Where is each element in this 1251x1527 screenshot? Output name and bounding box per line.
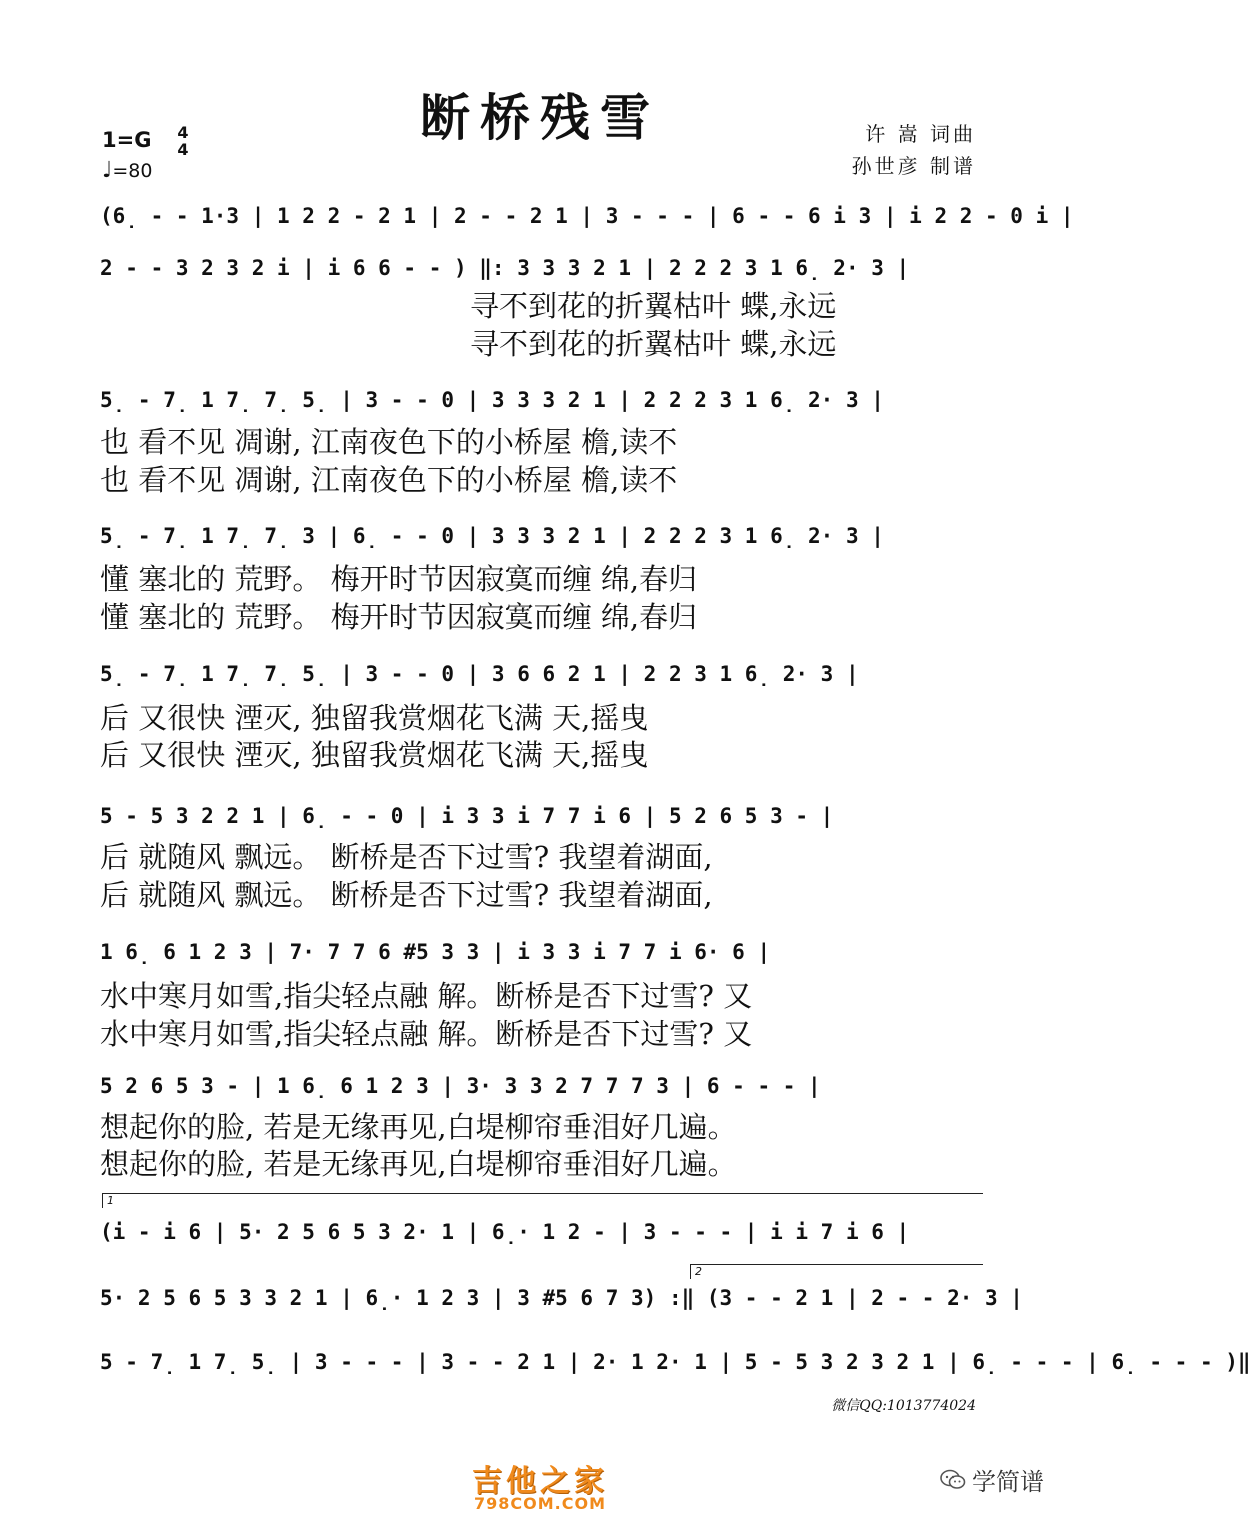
time-signature: [176, 124, 190, 158]
lyric-line-1-verse-1: 寻不到花的折翼枯叶 蝶,永远: [470, 288, 837, 323]
lyricist-composer: 许 嵩 词曲: [865, 122, 976, 146]
lyric-line-2-verse-1: 也 看不见 凋谢, 江南夜色下的小桥屋 檐,读不: [100, 424, 678, 459]
lyric-line-7-verse-1: 想起你的脸, 若是无缘再见,白堤柳帘垂泪好几遍。: [100, 1109, 737, 1144]
lyric-line-1-verse-2: 寻不到花的折翼枯叶 蝶,永远: [470, 326, 837, 361]
volta-bracket-2: 2: [690, 1264, 983, 1279]
lyric-line-6-verse-2: 水中寒月如雪,指尖轻点融 解。断桥是否下过雪? 又: [100, 1016, 753, 1051]
quarter-note-icon: ♩: [102, 158, 113, 183]
contact-info: 微信QQ:1013774024: [831, 1398, 976, 1414]
lyric-line-5-verse-1: 后 就随风 飘远。 断桥是否下过雪? 我望着湖面,: [100, 839, 713, 874]
wechat-account: [940, 1462, 1044, 1497]
lyric-line-4-verse-1: 后 又很快 湮灭, 独留我赏烟花飞满 天,摇曳: [100, 700, 649, 735]
lyric-line-6-verse-1: 水中寒月如雪,指尖轻点融 解。断桥是否下过雪? 又: [100, 978, 753, 1013]
time-sig-top: 4: [177, 123, 189, 142]
notation-row-3: 5̣ - 7̣ 1 7̣ 7̣ 5̣ | 3 - - 0 | 3 3 3 2 1 | 2 2 2 3 1 6̣ 2· 3 |: [100, 388, 884, 412]
brand-url: 798COM.COM: [473, 1494, 606, 1513]
wechat-account-name: 学简谱: [972, 1468, 1044, 1496]
song-title: 断桥残雪: [420, 88, 660, 147]
notation-row-1: (6̣ - - 1·3 | 1 2 2 - 2 1 | 2 - - 2 1 | 3 - - - | 6 - - 6 i 3 | i 2 2 - 0 i |: [100, 204, 1074, 228]
lyric-line-5-verse-2: 后 就随风 飘远。 断桥是否下过雪? 我望着湖面,: [100, 877, 713, 912]
tempo-marking: [102, 158, 153, 183]
notation-row-4: 5̣ - 7̣ 1 7̣ 7̣ 3 | 6̣ - - 0 | 3 3 3 2 1 | 2 2 2 3 1 6̣ 2· 3 |: [100, 524, 884, 548]
wechat-icon: [940, 1469, 966, 1491]
notation-row-8: 5 2 6 5 3 - | 1 6̣ 6 1 2 3 | 3· 3 3 2 7 7 7 3 | 6 - - - |: [100, 1074, 821, 1098]
notation-row-11: 5 - 7̣ 1 7̣ 5̣ | 3 - - - | 3 - - 2 1 | 2· 1 2· 1 | 5 - 5 3 2 3 2 1 | 6̣ - - - | 6̣ - - - )‖: [100, 1350, 1251, 1374]
brand-logo-text: 吉他之家: [472, 1464, 608, 1499]
notation-row-10: 5· 2 5 6 5 3 3 2 1 | 6̣· 1 2 3 | 3 #5 6 7 3) :‖ (3 - - 2 1 | 2 - - 2· 3 |: [100, 1286, 1023, 1310]
notation-row-7: 1 6̣ 6 1 2 3 | 7· 7 7 6 #5 3 3 | i 3 3 i 7 7 i 6· 6 |: [100, 940, 771, 964]
transcriber: 孙世彦 制谱: [851, 154, 976, 178]
notation-row-9: (i - i 6 | 5· 2 5 6 5 3 2· 1 | 6̣· 1 2 - | 3 - - - | i i 7 i 6 |: [100, 1220, 910, 1244]
lyric-line-4-verse-2: 后 又很快 湮灭, 独留我赏烟花飞满 天,摇曳: [100, 737, 649, 772]
notation-row-6: 5 - 5 3 2 2 1 | 6̣ - - 0 | i 3 3 i 7 7 i 6 | 5 2 6 5 3 - |: [100, 804, 834, 828]
lyric-line-3-verse-2: 懂 塞北的 荒野。 梅开时节因寂寞而缠 绵,春归: [100, 599, 698, 634]
notation-row-2: 2 - - 3 2 3 2 i | i 6 6 - - ) ‖: 3 3 3 2 1 | 2 2 2 3 1 6̣ 2· 3 |: [100, 256, 910, 280]
notation-row-5: 5̣ - 7̣ 1 7̣ 7̣ 5̣ | 3 - - 0 | 3 6 6 2 1 | 2 2 3 1 6̣ 2· 3 |: [100, 662, 859, 686]
volta-bracket-1: 1: [102, 1193, 983, 1208]
key-signature: 1=G: [102, 128, 152, 152]
lyric-line-7-verse-2: 想起你的脸, 若是无缘再见,白堤柳帘垂泪好几遍。: [100, 1146, 737, 1181]
tempo-value: =80: [112, 160, 153, 182]
lyric-line-3-verse-1: 懂 塞北的 荒野。 梅开时节因寂寞而缠 绵,春归: [100, 561, 698, 596]
time-sig-bottom: 4: [177, 140, 189, 159]
lyric-line-2-verse-2: 也 看不见 凋谢, 江南夜色下的小桥屋 檐,读不: [100, 462, 678, 497]
